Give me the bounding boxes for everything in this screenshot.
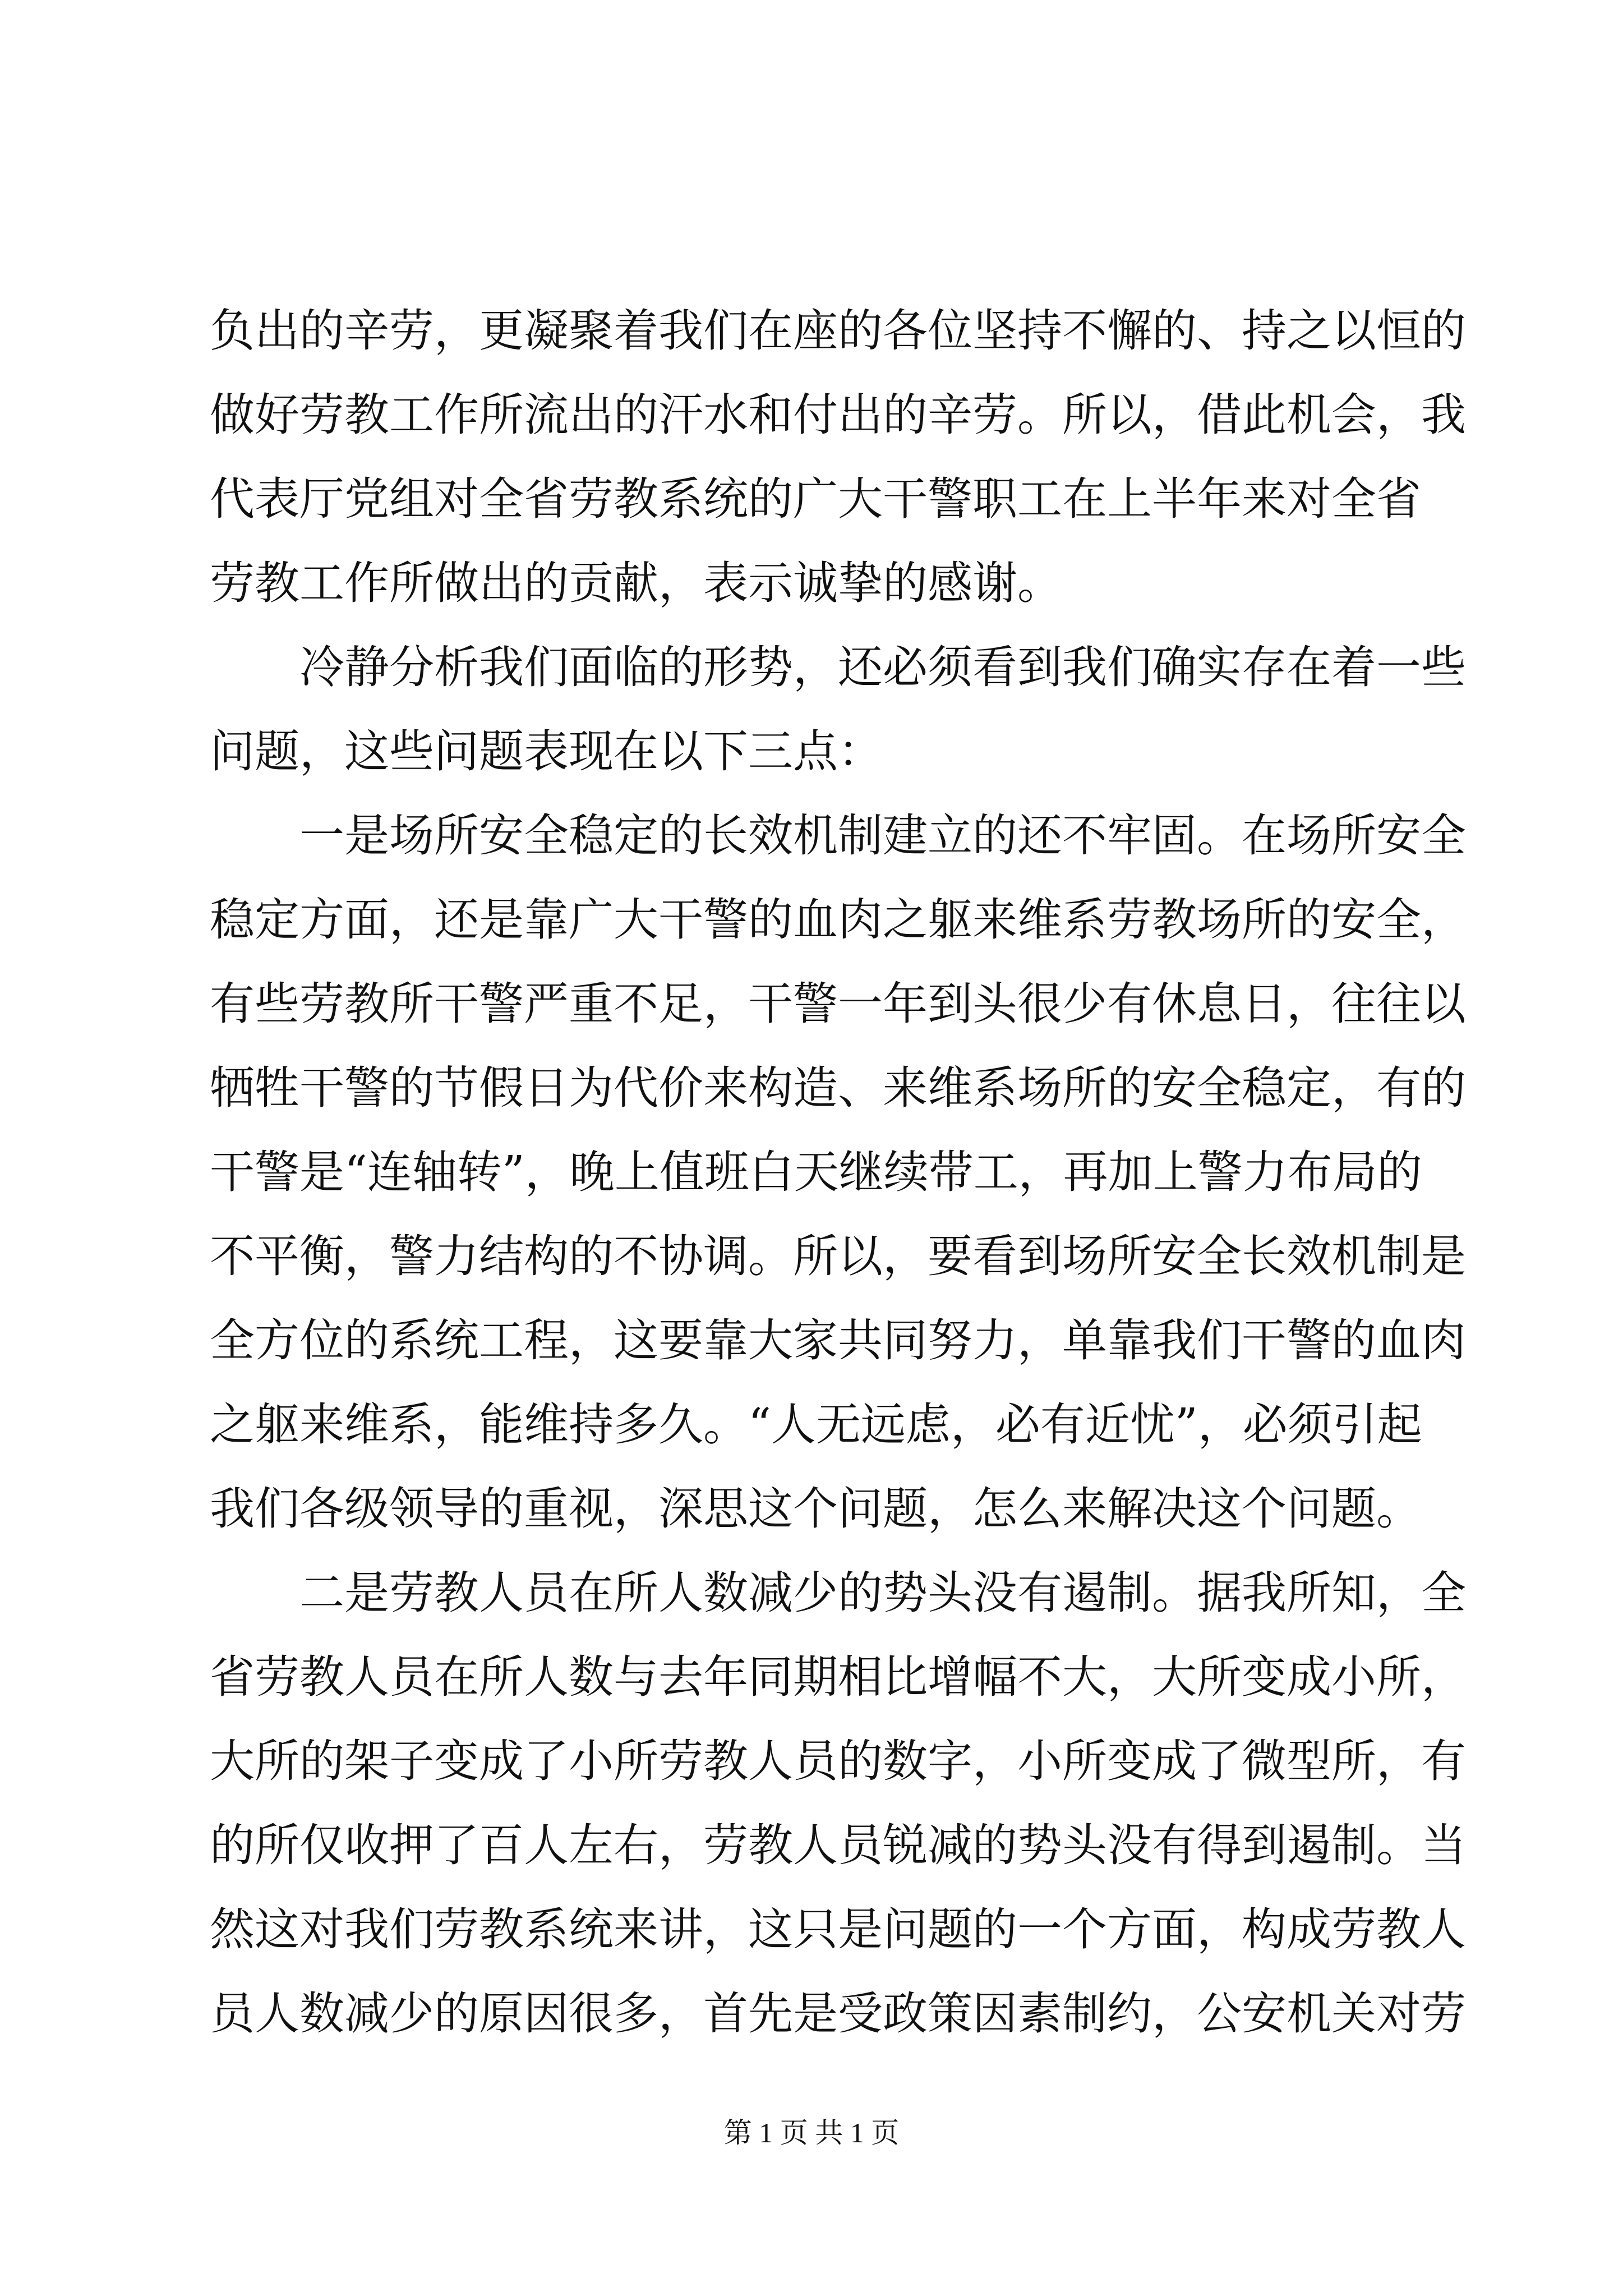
paragraph-line: 稳定方面，还是靠广大干警的血肉之躯来维系劳教场所的安全， bbox=[210, 894, 1466, 946]
paragraph-line: 不平衡，警力结构的不协调。所以，要看到场所安全长效机制是 bbox=[210, 1230, 1466, 1282]
paragraph-line: 有些劳教所干警严重不足，干警一年到头很少有休息日，往往以 bbox=[210, 978, 1466, 1030]
paragraph-line: 的所仅收押了百人左右，劳教人员锐减的势头没有得到遏制。当 bbox=[210, 1819, 1466, 1871]
paragraph-line: 之躯来维系，能维持多久。“人无远虑，必有近忧”，必须引起 bbox=[210, 1398, 1422, 1451]
paragraph-line: 干警是“连轴转”，晚上值班白天继续带工，再加上警力布局的 bbox=[210, 1146, 1422, 1198]
paragraph-line: 我们各级领导的重视，深思这个问题，怎么来解决这个问题。 bbox=[210, 1483, 1421, 1535]
paragraph-line: 做好劳教工作所流出的汗水和付出的辛劳。所以，借此机会，我 bbox=[210, 389, 1466, 441]
page-number-footer: 第 1 页 共 1 页 bbox=[723, 2117, 900, 2148]
paragraph-line: 劳教工作所做出的贡献，表示诚挚的感谢。 bbox=[210, 557, 1062, 609]
paragraph-line: 二是劳教人员在所人数减少的势头没有遏制。据我所知，全 bbox=[299, 1567, 1466, 1619]
paragraph-line: 负出的辛劳，更凝聚着我们在座的各位坚持不懈的、持之以恒的 bbox=[210, 305, 1466, 357]
paragraph-line: 全方位的系统工程，这要靠大家共同努力，单靠我们干警的血肉 bbox=[210, 1314, 1466, 1366]
paragraph-line: 员人数减少的原因很多，首先是受政策因素制约，公安机关对劳 bbox=[210, 1987, 1466, 2040]
paragraph-line: 大所的架子变成了小所劳教人员的数字，小所变成了微型所，有 bbox=[210, 1735, 1466, 1787]
paragraph-line: 冷静分析我们面临的形势，还必须看到我们确实存在着一些 bbox=[299, 641, 1466, 693]
paragraph-line: 代表厅党组对全省劳教系统的广大干警职工在上半年来对全省 bbox=[210, 473, 1421, 525]
paragraph-line: 然这对我们劳教系统来讲，这只是问题的一个方面，构成劳教人 bbox=[210, 1903, 1466, 1955]
paragraph-line: 问题，这些问题表现在以下三点： bbox=[210, 725, 883, 777]
paragraph-line: 省劳教人员在所人数与去年同期相比增幅不大，大所变成小所， bbox=[210, 1651, 1466, 1703]
paragraph-line: 牺牲干警的节假日为代价来构造、来维系场所的安全稳定，有的 bbox=[210, 1062, 1466, 1114]
paragraph-line: 一是场所安全稳定的长效机制建立的还不牢固。在场所安全 bbox=[299, 809, 1466, 862]
